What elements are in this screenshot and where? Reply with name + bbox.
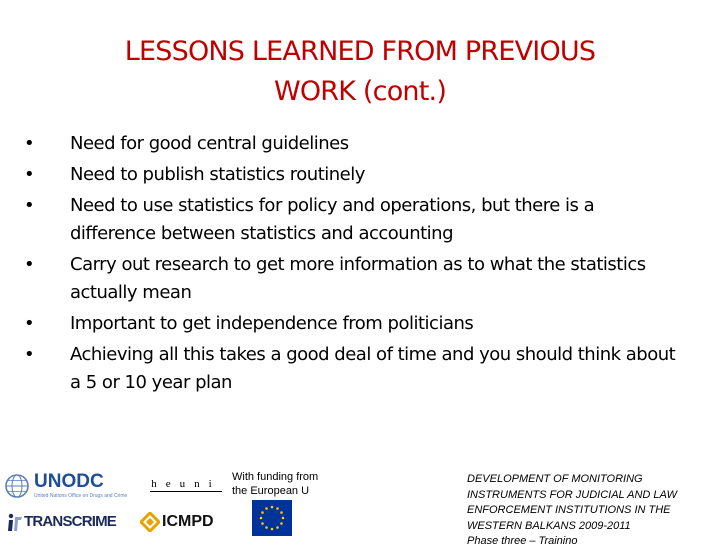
transcrime-wordmark: TRANSCRIME <box>24 513 116 530</box>
bullet-icon: • <box>24 164 35 185</box>
bullet-item <box>24 161 684 189</box>
project-line: DEVELOPMENT OF MONITORING <box>467 473 643 485</box>
bullet-text: Need to use statistics for policy and operations, but there is a difference between statistics and accounting <box>70 195 595 244</box>
funding-text: With funding from the European U <box>232 471 319 497</box>
funding-note <box>232 470 332 498</box>
bullet-text: Carry out research to get more information as to what the statistics actually mean <box>70 254 646 303</box>
bullet-icon: • <box>24 313 35 334</box>
project-line: WESTERN BALKANS 2009-2011 <box>467 519 631 532</box>
icmpd-mark-icon <box>140 512 160 532</box>
unodc-subtitle: United Nations Office on Drugs and Crime <box>34 493 128 499</box>
bullet-item <box>24 310 684 338</box>
bullet-list <box>24 130 684 400</box>
transcrime-logo <box>6 511 116 533</box>
bullet-icon: • <box>24 344 35 365</box>
project-description <box>467 472 708 550</box>
icmpd-logo <box>140 511 225 533</box>
eu-flag-icon <box>252 500 292 536</box>
un-globe-icon <box>4 473 30 499</box>
slide-title-line-2: WORK (cont.) <box>273 76 447 107</box>
project-line: INSTRUMENTS FOR JUDICIAL AND LAW <box>467 488 678 501</box>
bullet-icon: • <box>24 195 35 216</box>
bullet-icon: • <box>24 254 35 275</box>
unodc-wordmark: UNODC <box>34 471 104 492</box>
slide-title <box>40 32 680 112</box>
transcrime-mark-icon <box>6 512 24 532</box>
bullet-item <box>24 251 684 307</box>
slide-title-line-1: LESSONS LEARNED FROM PREVIOUS <box>124 36 596 67</box>
project-line: ENFORCEMENT INSTITUTIONS IN THE <box>467 504 671 516</box>
bullet-text: Important to get independence from politicians <box>70 313 474 334</box>
unodc-logo <box>4 469 144 501</box>
partner-logos <box>0 465 225 540</box>
bullet-item <box>24 192 684 248</box>
project-line: Phase three – Trainino <box>467 535 578 547</box>
icmpd-wordmark: ICMPD <box>162 513 214 530</box>
bullet-text: Need for good central guidelines <box>70 133 349 154</box>
bullet-item <box>24 130 684 158</box>
bullet-text: Need to publish statistics routinely <box>70 164 365 185</box>
bullet-item <box>24 341 684 397</box>
heuni-logo: heuni <box>151 478 221 490</box>
bullet-text: Achieving all this takes a good deal of time and you should think about a 5 or 10 year plan <box>70 344 676 393</box>
bullet-icon: • <box>24 133 35 154</box>
